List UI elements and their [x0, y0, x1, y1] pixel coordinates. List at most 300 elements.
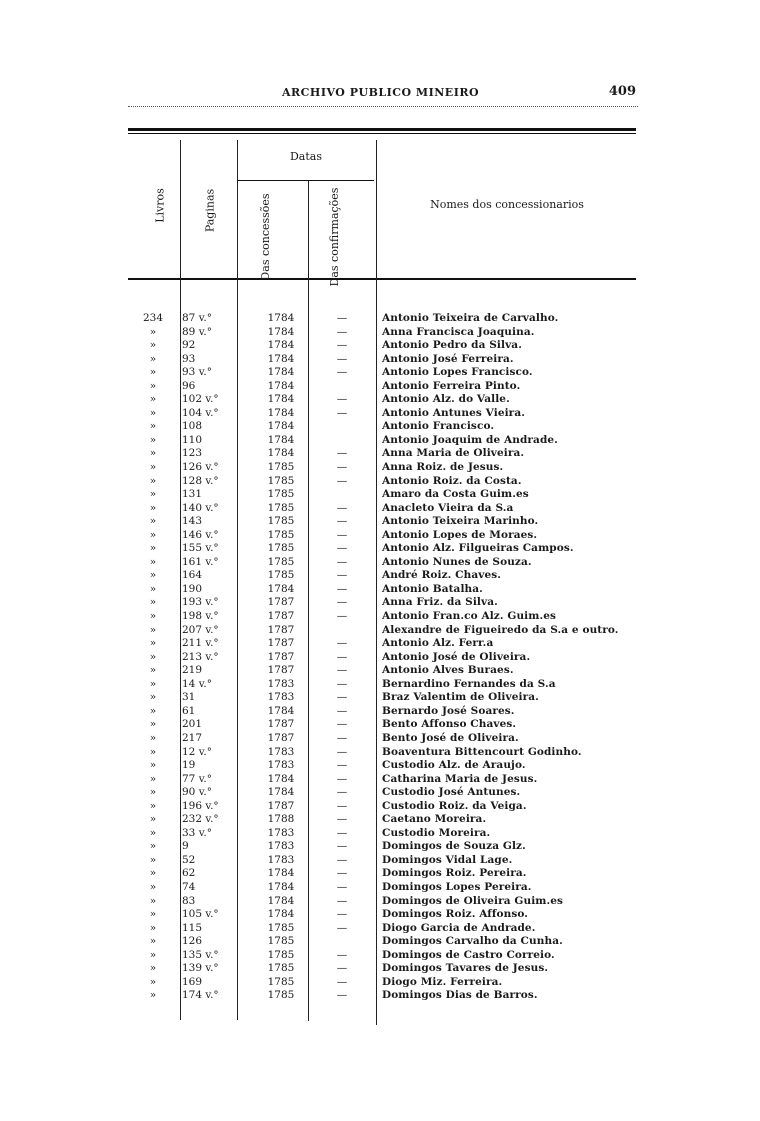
cell-pagina: 217	[182, 731, 203, 744]
cell-nome: Custodio José Antunes.	[382, 786, 521, 799]
cell-nome: Domingos Lopes Pereira.	[382, 880, 532, 893]
table-row	[128, 827, 648, 841]
cell-concessao: 1785	[267, 935, 295, 948]
table-row	[128, 881, 648, 895]
cell-pagina: 89 v.°	[182, 325, 212, 338]
cell-confirmacao: —	[336, 528, 348, 541]
cell-nome: Antonio Ferreira Pinto.	[382, 379, 521, 392]
cell-nome: Alexandre de Figueiredo da S.a e outro.	[382, 623, 619, 636]
cell-pagina: 198 v.°	[182, 610, 219, 623]
cell-confirmacao: —	[336, 447, 348, 460]
cell-pagina: 93	[182, 352, 196, 365]
cell-concessao: 1783	[267, 840, 295, 853]
header-paginas: Paginas	[203, 188, 217, 233]
cell-nome: Domingos de Oliveira Guim.es	[382, 894, 564, 907]
cell-confirmacao: —	[336, 759, 348, 772]
running-title: ARCHIVO PUBLICO MINEIRO	[282, 86, 480, 99]
cell-concessao: 1783	[267, 677, 295, 690]
header-livros: Livros	[153, 188, 167, 223]
cell-pagina: 74	[182, 880, 196, 893]
cell-concessao: 1787	[267, 650, 295, 663]
cell-livro: »	[149, 325, 157, 338]
cell-pagina: 135 v.°	[182, 948, 219, 961]
cell-confirmacao: —	[336, 731, 348, 744]
cell-concessao: 1783	[267, 759, 295, 772]
cell-pagina: 123	[182, 447, 203, 460]
cell-confirmacao: —	[336, 691, 348, 704]
datas-subrule	[238, 180, 374, 181]
cell-confirmacao: —	[336, 393, 348, 406]
cell-confirmacao: —	[336, 745, 348, 758]
cell-livro: »	[149, 555, 157, 568]
cell-pagina: 174 v.°	[182, 989, 219, 1002]
cell-pagina: 126	[182, 935, 203, 948]
cell-concessao: 1783	[267, 826, 295, 839]
cell-concessao: 1784	[267, 339, 295, 352]
cell-pagina: 90 v.°	[182, 786, 212, 799]
cell-confirmacao: —	[336, 772, 348, 785]
cell-concessao: 1785	[267, 948, 295, 961]
cell-livro: »	[149, 786, 157, 799]
cell-pagina: 169	[182, 975, 203, 988]
cell-nome: Anna Roiz. de Jesus.	[382, 461, 504, 474]
table-row	[128, 922, 648, 936]
cell-nome: Anna Friz. da Silva.	[382, 596, 498, 609]
cell-concessao: 1784	[267, 704, 295, 717]
header-dotted-rule	[128, 106, 638, 107]
table-row	[128, 542, 648, 556]
cell-confirmacao: —	[336, 339, 348, 352]
cell-nome: Bento Affonso Chaves.	[382, 718, 517, 731]
cell-pagina: 102 v.°	[182, 393, 219, 406]
table-row	[128, 447, 648, 461]
cell-nome: Antonio José de Oliveira.	[382, 650, 531, 663]
cell-pagina: 93 v.°	[182, 366, 212, 379]
cell-nome: Antonio Pedro da Silva.	[382, 339, 522, 352]
table-row	[128, 895, 648, 909]
cell-confirmacao: —	[336, 840, 348, 853]
cell-nome: Domingos Tavares de Jesus.	[382, 962, 549, 975]
table-row	[128, 976, 648, 990]
cell-livro: »	[149, 962, 157, 975]
table-top-rule-thin	[128, 133, 636, 134]
table-row	[128, 691, 648, 705]
cell-livro: »	[149, 501, 157, 514]
cell-nome: Braz Valentim de Oliveira.	[382, 691, 539, 704]
cell-concessao: 1784	[267, 582, 295, 595]
cell-nome: Antonio Alz. Filgueiras Campos.	[382, 542, 574, 555]
cell-nome: Antonio Lopes Francisco.	[382, 366, 533, 379]
table-row	[128, 678, 648, 692]
cell-nome: Catharina Maria de Jesus.	[382, 772, 538, 785]
cell-pagina: 9	[182, 840, 189, 853]
table-row	[128, 407, 648, 421]
table-row	[128, 624, 648, 638]
cell-nome: Custodio Moreira.	[382, 826, 491, 839]
cell-nome: Antonio Teixeira de Carvalho.	[382, 312, 559, 324]
cell-livro: »	[149, 704, 157, 717]
cell-confirmacao: —	[336, 894, 348, 907]
cell-livro: »	[149, 677, 157, 690]
cell-livro: »	[149, 731, 157, 744]
cell-concessao: 1785	[267, 501, 295, 514]
cell-pagina: 105 v.°	[182, 908, 219, 921]
table-row	[128, 461, 648, 475]
cell-livro: »	[149, 366, 157, 379]
cell-nome: Antonio Alz. Ferr.a	[382, 637, 494, 650]
cell-confirmacao: —	[336, 406, 348, 419]
cell-nome: Antonio Alz. do Valle.	[382, 393, 510, 406]
cell-confirmacao: —	[336, 461, 348, 474]
cell-concessao: 1785	[267, 921, 295, 934]
cell-confirmacao: —	[336, 813, 348, 826]
cell-concessao: 1783	[267, 853, 295, 866]
cell-pagina: 33 v.°	[182, 826, 212, 839]
cell-livro: »	[149, 447, 157, 460]
cell-livro: »	[149, 433, 157, 446]
cell-pagina: 14 v.°	[182, 677, 212, 690]
table-row	[128, 773, 648, 787]
cell-confirmacao: —	[336, 853, 348, 866]
cell-concessao: 1784	[267, 894, 295, 907]
table-row	[128, 583, 648, 597]
cell-livro: »	[149, 894, 157, 907]
cell-livro: »	[149, 461, 157, 474]
cell-nome: Antonio Joaquim de Andrade.	[382, 433, 558, 446]
table-row	[128, 840, 648, 854]
table-row	[128, 935, 648, 949]
cell-nome: Antonio Nunes de Souza.	[382, 555, 532, 568]
cell-pagina: 140 v.°	[182, 501, 219, 514]
cell-pagina: 31	[182, 691, 196, 704]
cell-nome: Antonio Francisco.	[382, 420, 495, 433]
table-row	[128, 475, 648, 489]
cell-livro: »	[149, 623, 157, 636]
cell-nome: Bernardo José Soares.	[382, 704, 515, 717]
cell-nome: Antonio Lopes de Moraes.	[382, 528, 538, 541]
cell-confirmacao: —	[336, 312, 348, 324]
table-row	[128, 786, 648, 800]
cell-pagina: 110	[182, 433, 203, 446]
cell-pagina: 207 v.°	[182, 623, 219, 636]
cell-concessao: 1784	[267, 880, 295, 893]
cell-concessao: 1784	[267, 312, 295, 324]
cell-concessao: 1785	[267, 962, 295, 975]
table-row	[128, 434, 648, 448]
cell-concessao: 1784	[267, 325, 295, 338]
table-row	[128, 746, 648, 760]
cell-pagina: 104 v.°	[182, 406, 219, 419]
cell-concessao: 1787	[267, 731, 295, 744]
cell-pagina: 108	[182, 420, 203, 433]
cell-nome: Domingos Roiz. Pereira.	[382, 867, 527, 880]
table-row	[128, 949, 648, 963]
cell-livro: »	[149, 488, 157, 501]
cell-confirmacao: —	[336, 596, 348, 609]
cell-pagina: 77 v.°	[182, 772, 212, 785]
cell-nome: Bento José de Oliveira.	[382, 731, 519, 744]
cell-livro: »	[149, 853, 157, 866]
table-row	[128, 502, 648, 516]
cell-concessao: 1788	[267, 813, 295, 826]
cell-confirmacao: —	[336, 799, 348, 812]
cell-confirmacao: —	[336, 366, 348, 379]
cell-nome: André Roiz. Chaves.	[382, 569, 502, 582]
cell-livro: »	[149, 880, 157, 893]
cell-livro: »	[149, 975, 157, 988]
table-row	[128, 420, 648, 434]
cell-concessao: 1784	[267, 772, 295, 785]
cell-livro: 234	[142, 312, 164, 324]
table-row	[128, 515, 648, 529]
cell-nome: Diogo Garcia de Andrade.	[382, 921, 536, 934]
cell-concessao: 1784	[267, 352, 295, 365]
cell-concessao: 1784	[267, 379, 295, 392]
table-row	[128, 705, 648, 719]
cell-livro: »	[149, 745, 157, 758]
cell-confirmacao: —	[336, 650, 348, 663]
cell-livro: »	[149, 921, 157, 934]
cell-pagina: 201	[182, 718, 203, 731]
cell-confirmacao: —	[336, 786, 348, 799]
cell-confirmacao: —	[336, 664, 348, 677]
cell-concessao: 1784	[267, 420, 295, 433]
cell-concessao: 1784	[267, 867, 295, 880]
cell-livro: »	[149, 569, 157, 582]
table-row	[128, 596, 648, 610]
cell-nome: Domingos de Souza Glz.	[382, 840, 526, 853]
page-number: 409	[608, 84, 636, 99]
header-datas: Datas	[289, 150, 322, 163]
cell-pagina: 190	[182, 582, 203, 595]
cell-confirmacao: —	[336, 921, 348, 934]
cell-pagina: 83	[182, 894, 196, 907]
cell-livro: »	[149, 474, 157, 487]
cell-confirmacao: —	[336, 880, 348, 893]
table-body	[128, 312, 648, 1003]
table-row	[128, 393, 648, 407]
cell-livro: »	[149, 420, 157, 433]
table-row	[128, 529, 648, 543]
cell-pagina: 211 v.°	[182, 637, 219, 650]
cell-livro: »	[149, 637, 157, 650]
table-row	[128, 339, 648, 353]
cell-concessao: 1785	[267, 542, 295, 555]
cell-livro: »	[149, 515, 157, 528]
cell-pagina: 161 v.°	[182, 555, 219, 568]
cell-confirmacao: —	[336, 582, 348, 595]
table-row	[128, 908, 648, 922]
cell-confirmacao: —	[336, 610, 348, 623]
cell-nome: Caetano Moreira.	[382, 813, 487, 826]
cell-pagina: 128 v.°	[182, 474, 219, 487]
cell-confirmacao: —	[336, 515, 348, 528]
table-row	[128, 637, 648, 651]
cell-pagina: 232 v.°	[182, 813, 219, 826]
cell-concessao: 1785	[267, 989, 295, 1002]
cell-confirmacao: —	[336, 501, 348, 514]
cell-confirmacao: —	[336, 542, 348, 555]
cell-livro: »	[149, 867, 157, 880]
cell-confirmacao: —	[336, 948, 348, 961]
cell-pagina: 219	[182, 664, 203, 677]
cell-concessao: 1784	[267, 447, 295, 460]
cell-nome: Boaventura Bittencourt Godinho.	[382, 745, 582, 758]
cell-livro: »	[149, 542, 157, 555]
cell-pagina: 146 v.°	[182, 528, 219, 541]
cell-nome: Antonio Batalha.	[382, 582, 483, 595]
cell-pagina: 62	[182, 867, 196, 880]
cell-concessao: 1783	[267, 691, 295, 704]
cell-livro: »	[149, 772, 157, 785]
cell-concessao: 1784	[267, 786, 295, 799]
cell-concessao: 1785	[267, 488, 295, 501]
cell-confirmacao: —	[336, 718, 348, 731]
cell-nome: Antonio José Ferreira.	[382, 352, 514, 365]
table-row	[128, 759, 648, 773]
table-row	[128, 651, 648, 665]
cell-livro: »	[149, 813, 157, 826]
cell-livro: »	[149, 840, 157, 853]
cell-pagina: 87 v.°	[182, 312, 212, 324]
table-row	[128, 800, 648, 814]
cell-nome: Anna Maria de Oliveira.	[382, 447, 525, 460]
cell-nome: Diogo Miz. Ferreira.	[382, 975, 503, 988]
table-row	[128, 664, 648, 678]
cell-confirmacao: —	[336, 474, 348, 487]
cell-confirmacao: —	[336, 989, 348, 1002]
cell-nome: Domingos Carvalho da Cunha.	[382, 935, 563, 948]
cell-concessao: 1787	[267, 610, 295, 623]
cell-nome: Custodio Roiz. da Veiga.	[382, 799, 527, 812]
cell-livro: »	[149, 582, 157, 595]
cell-livro: »	[149, 650, 157, 663]
cell-pagina: 143	[182, 515, 203, 528]
table-row	[128, 718, 648, 732]
cell-livro: »	[149, 908, 157, 921]
cell-livro: »	[149, 759, 157, 772]
cell-pagina: 19	[182, 759, 196, 772]
table-row	[128, 867, 648, 881]
cell-concessao: 1785	[267, 975, 295, 988]
cell-nome: Amaro da Costa Guim.es	[382, 488, 529, 501]
cell-pagina: 139 v.°	[182, 962, 219, 975]
cell-confirmacao: —	[336, 352, 348, 365]
cell-concessao: 1785	[267, 461, 295, 474]
cell-nome: Domingos Dias de Barros.	[382, 989, 538, 1002]
cell-nome: Domingos Vidal Lage.	[382, 853, 513, 866]
cell-pagina: 115	[182, 921, 203, 934]
cell-livro: »	[149, 989, 157, 1002]
cell-pagina: 61	[182, 704, 196, 717]
cell-confirmacao: —	[336, 908, 348, 921]
header-nomes: Nomes dos concessionarios	[430, 198, 584, 211]
cell-concessao: 1785	[267, 555, 295, 568]
table-row	[128, 556, 648, 570]
cell-concessao: 1785	[267, 528, 295, 541]
cell-confirmacao: —	[336, 677, 348, 690]
page-header	[130, 84, 636, 106]
table-header-bottom-rule	[128, 278, 636, 280]
cell-concessao: 1787	[267, 664, 295, 677]
table-row	[128, 569, 648, 583]
cell-pagina: 12 v.°	[182, 745, 212, 758]
cell-confirmacao: —	[336, 555, 348, 568]
cell-livro: »	[149, 948, 157, 961]
cell-concessao: 1785	[267, 515, 295, 528]
cell-livro: »	[149, 528, 157, 541]
cell-livro: »	[149, 339, 157, 352]
cell-confirmacao: —	[336, 962, 348, 975]
cell-pagina: 131	[182, 488, 203, 501]
cell-concessao: 1783	[267, 745, 295, 758]
cell-confirmacao: —	[336, 867, 348, 880]
cell-livro: »	[149, 664, 157, 677]
cell-pagina: 96	[182, 379, 196, 392]
cell-concessao: 1787	[267, 637, 295, 650]
table-row	[128, 962, 648, 976]
cell-concessao: 1784	[267, 908, 295, 921]
cell-livro: »	[149, 691, 157, 704]
cell-livro: »	[149, 406, 157, 419]
header-confirmacoes: Das confirmações	[328, 187, 341, 287]
table-row	[128, 366, 648, 380]
cell-concessao: 1784	[267, 433, 295, 446]
cell-confirmacao: —	[336, 637, 348, 650]
cell-concessao: 1785	[267, 474, 295, 487]
table-row	[128, 353, 648, 367]
cell-nome: Antonio Roiz. da Costa.	[382, 474, 522, 487]
cell-livro: »	[149, 393, 157, 406]
cell-concessao: 1784	[267, 366, 295, 379]
cell-livro: »	[149, 799, 157, 812]
table-row	[128, 380, 648, 394]
cell-confirmacao: —	[336, 325, 348, 338]
cell-concessao: 1787	[267, 623, 295, 636]
cell-pagina: 213 v.°	[182, 650, 219, 663]
cell-nome: Anacleto Vieira da S.a	[382, 501, 514, 514]
cell-concessao: 1787	[267, 596, 295, 609]
cell-pagina: 126 v.°	[182, 461, 219, 474]
table-top-rule	[128, 128, 636, 131]
cell-concessao: 1787	[267, 718, 295, 731]
cell-concessao: 1787	[267, 799, 295, 812]
cell-pagina: 164	[182, 569, 203, 582]
cell-nome: Antonio Teixeira Marinho.	[382, 515, 539, 528]
cell-livro: »	[149, 826, 157, 839]
table-row	[128, 488, 648, 502]
table-row	[128, 813, 648, 827]
cell-nome: Antonio Antunes Vieira.	[382, 406, 525, 419]
cell-nome: Domingos de Castro Correio.	[382, 948, 555, 961]
table-row	[128, 989, 648, 1003]
cell-livro: »	[149, 610, 157, 623]
table-row	[128, 854, 648, 868]
cell-livro: »	[149, 596, 157, 609]
cell-concessao: 1784	[267, 393, 295, 406]
cell-confirmacao: —	[336, 826, 348, 839]
cell-livro: »	[149, 379, 157, 392]
cell-nome: Custodio Alz. de Araujo.	[382, 759, 526, 772]
cell-livro: »	[149, 352, 157, 365]
header-concessoes: Das concessões	[259, 193, 272, 281]
cell-nome: Bernardino Fernandes da S.a	[382, 677, 556, 690]
cell-pagina: 155 v.°	[182, 542, 219, 555]
cell-nome: Anna Francisca Joaquina.	[382, 325, 535, 338]
cell-pagina: 52	[182, 853, 196, 866]
cell-nome: Antonio Fran.co Alz. Guim.es	[382, 610, 557, 623]
cell-pagina: 92	[182, 339, 196, 352]
